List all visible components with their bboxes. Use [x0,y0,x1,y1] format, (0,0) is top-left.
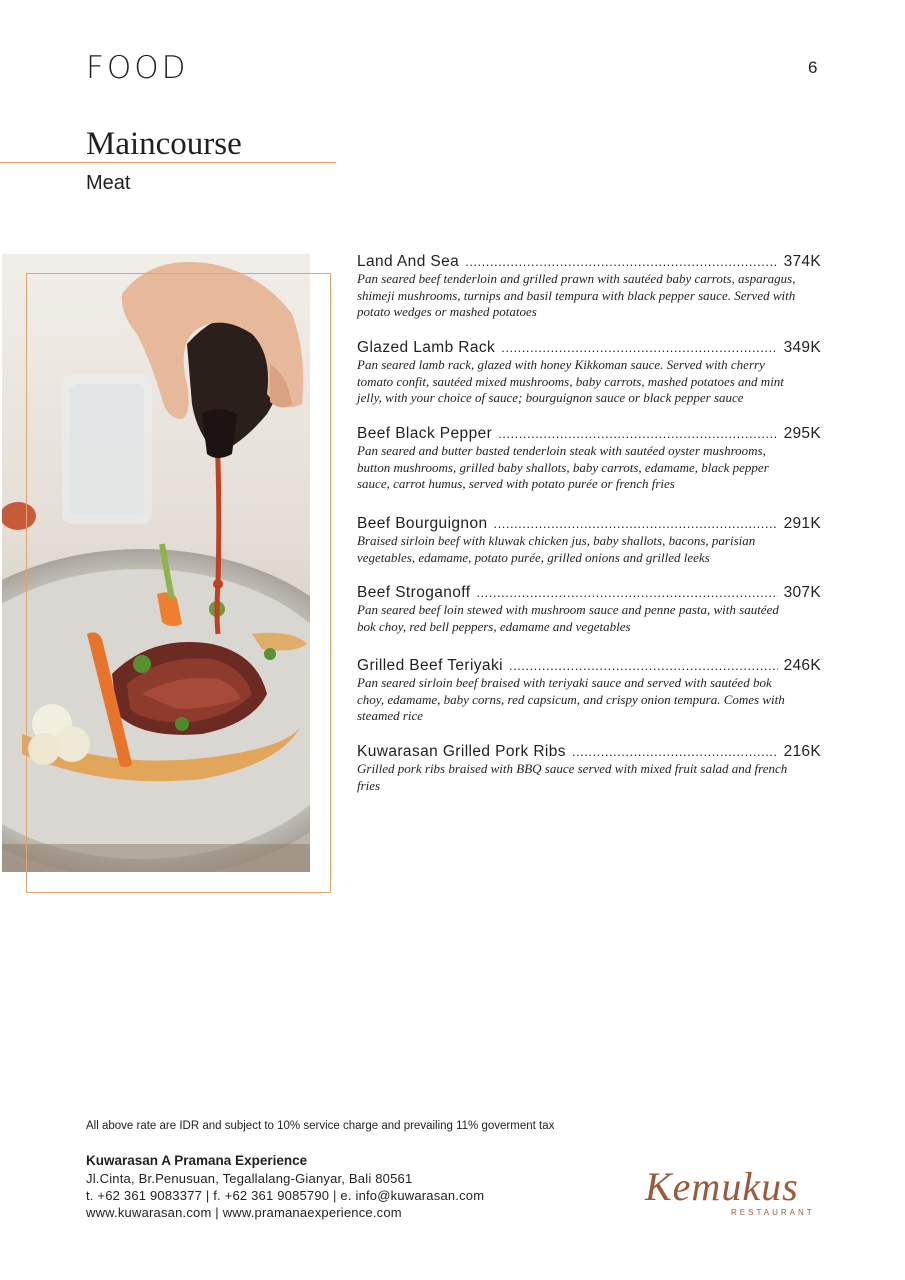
photo-frame [26,273,331,893]
menu-item-description: Pan seared lamb rack, glazed with honey Kikkoman sauce. Served with cherry tomato confit, sautéed mixed mushrooms, baby carrots, mashed potatoes and mint jelly, with your choice of sauce; bourguignon sauce or black pepper sauce [357,357,784,406]
menu-item [357,583,821,635]
company-name: Kuwarasan A Pramana Experience [86,1153,308,1168]
menu-item-price: 307K [783,584,821,601]
menu-item-name: Grilled Beef Teriyaki [357,657,503,674]
menu-item-name: Land And Sea [357,253,460,270]
menu-item-name: Beef Stroganoff [357,584,471,601]
page-title: Maincourse [86,126,242,162]
menu-item-price: 291K [783,515,821,532]
dot-leader [509,656,778,675]
menu-item-description: Braised sirloin beef with kluwak chicken jus, baby shallots, bacons, parisian vegetables, edamame, potato purée, grilled onions and grilled leeks [357,533,756,565]
menu-item-description: Pan seared and butter basted tenderloin steak with sautéed oyster mushrooms, button mushrooms, grilled baby shallots, baby carrots, edamame, black pepper sauce, carrot humus, served with potato purée or french fries [357,443,769,492]
menu-item-price: 295K [783,425,821,442]
page-subtitle: Meat [86,172,131,194]
dot-leader [501,338,777,357]
dot-leader [465,252,777,271]
menu-item-name: Glazed Lamb Rack [357,339,496,356]
menu-item-description: Grilled pork ribs braised with BBQ sauce served with mixed fruit salad and french fries [357,761,788,793]
menu-item-price: 216K [783,743,821,760]
dot-leader [498,424,777,443]
menu-item-price: 349K [783,339,821,356]
menu-item-price: 246K [783,657,821,674]
dot-leader [476,583,777,602]
menu-item [357,742,821,794]
menu-item [357,514,821,566]
menu-item-description: Pan seared beef loin stewed with mushroom sauce and penne pasta, with sautéed bok choy, red bell peppers, edamame and vegetables [357,602,779,634]
logo-tagline: RESTAURANT [731,1208,815,1217]
menu-item [357,252,821,321]
menu-item-description: Pan seared beef tenderloin and grilled prawn with sautéed baby carrots, asparagus, shimeji mushrooms, turnips and basil tempura with black pepper sauce. Served with potato wedges or mashed potatoes [357,271,796,320]
tax-note: All above rate are IDR and subject to 10% service charge and prevailing 11% goverment tax [86,1120,555,1132]
heading-divider [0,162,336,163]
company-contact: t. +62 361 9083377 | f. +62 361 9085790 | e. info@kuwarasan.com [86,1188,485,1203]
dot-leader [494,514,778,533]
menu-item [357,338,821,407]
menu-item-price: 374K [783,253,821,270]
page-number: 6 [808,58,818,77]
menu-item [357,424,821,493]
dot-leader [572,742,778,761]
section-label: FOOD [86,50,189,86]
restaurant-logo [645,1163,825,1225]
menu-item-name: Beef Bourguignon [357,515,488,532]
company-address: Jl.Cinta, Br.Penusuan, Tegallalang-Gianyar, Bali 80561 [86,1171,413,1186]
menu-item-description: Pan seared sirloin beef braised with teriyaki sauce and served with sautéed bok choy, edamame, baby corns, red capsicum, and crispy onion tempura. Comes with steamed rice [357,675,785,724]
menu-item-name: Kuwarasan Grilled Pork Ribs [357,743,566,760]
company-websites: www.kuwarasan.com | www.pramanaexperience.com [86,1205,402,1220]
logo-wordmark: Kemukus [645,1164,799,1209]
menu-item [357,656,821,725]
menu-item-name: Beef Black Pepper [357,425,493,442]
